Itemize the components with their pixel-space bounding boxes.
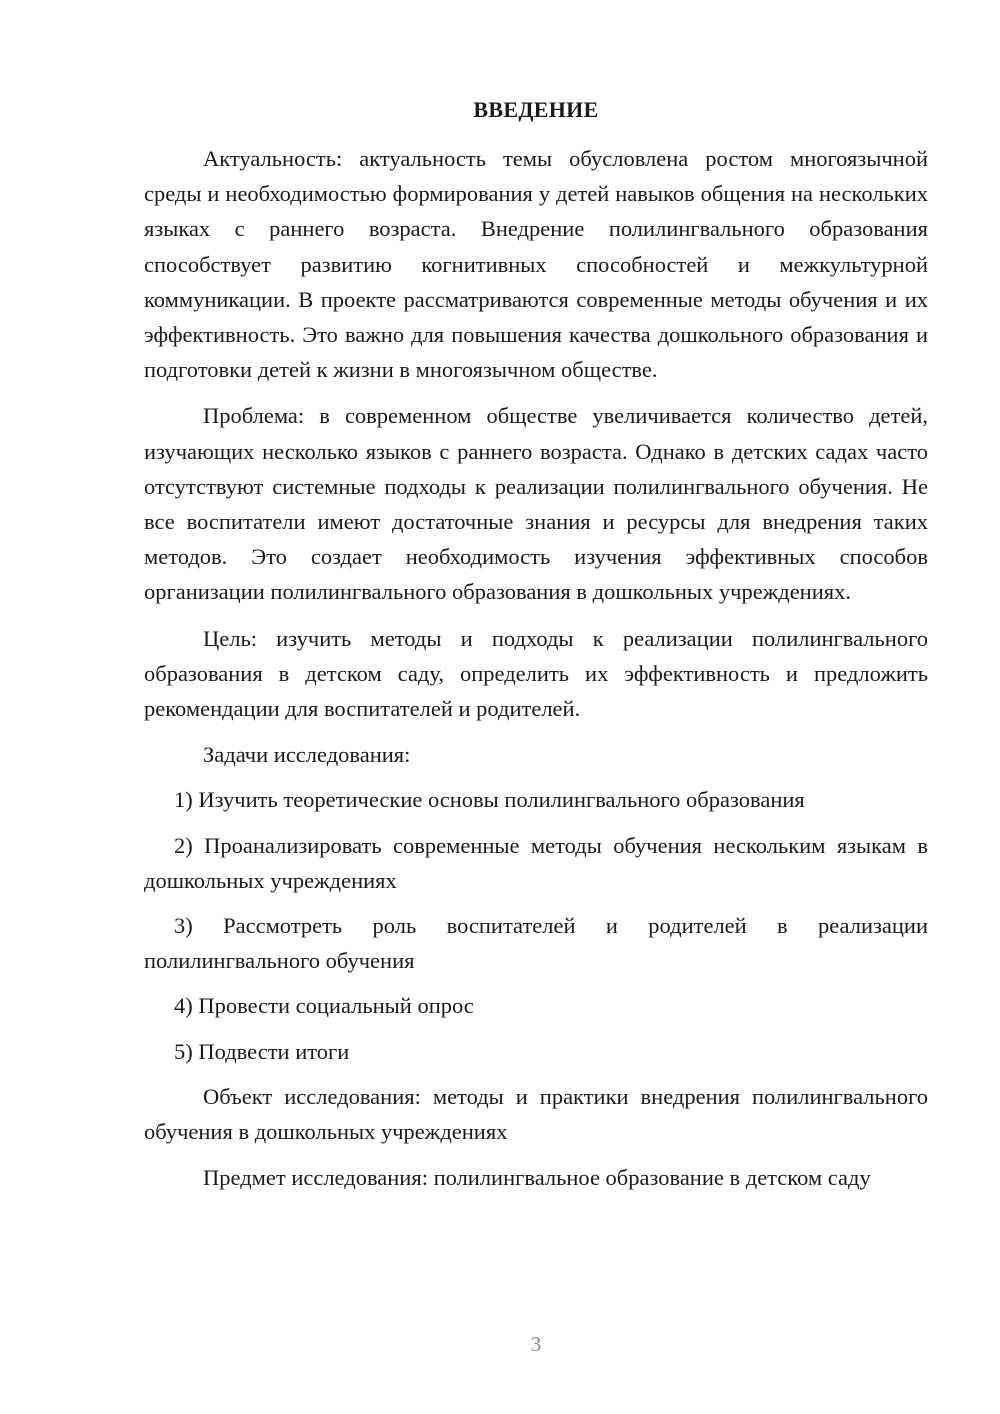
- relevance-paragraph: Актуальность: актуальность темы обусловлена ростом многоязычной среды и необходимостью формирования у детей навыков общения на нескольких языках с раннего возраста. Внедрение полилингвального образования способствует развитию когнитивных способностей и межкультурной коммуникации. В проекте рассматриваются современные методы обучения и их эффективность. Это важно для повышения качества дошкольного образования и подготовки детей к жизни в многоязычном обществе.: [144, 146, 928, 383]
- goal-paragraph: Цель: изучить методы и подходы к реализации полилингвального образования в детском саду, определить их эффективность и предложить рекомендации для воспитателей и родителей.: [144, 625, 928, 722]
- task-item-4: 4) Провести социальный опрос: [174, 993, 474, 1019]
- page-title: ВВЕДЕНИЕ: [473, 97, 599, 122]
- subject-paragraph: Предмет исследования: полилингвальное образование в детском саду: [203, 1165, 871, 1191]
- task-item-5: 5) Подвести итоги: [174, 1038, 350, 1064]
- task-item-3: 3) Рассмотреть роль воспитателей и родителей в реализации полилингвального обучения: [144, 913, 928, 974]
- task-item-2: 2) Проанализировать современные методы обучения нескольким языкам в дошкольных учреждениях: [144, 832, 928, 893]
- task-item-1: 1) Изучить теоретические основы полилингвального образования: [174, 787, 805, 813]
- tasks-heading: Задачи исследования:: [203, 742, 411, 768]
- page-number: 3: [530, 1332, 542, 1356]
- document-page: [144, 92, 928, 1195]
- object-paragraph: Объект исследования: методы и практики внедрения полилингвального обучения в дошкольных учреждениях: [144, 1083, 928, 1145]
- problem-paragraph: Проблема: в современном обществе увеличивается количество детей, изучающих несколько языков с раннего возраста. Однако в детских садах часто отсутствуют системные подходы к реализации полилингвального обучения. Не все воспитатели имеют достаточные знания и ресурсы для внедрения таких методов. Это создает необходимость изучения эффективных способов организации полилингвального образования в дошкольных учреждениях.: [144, 403, 928, 605]
